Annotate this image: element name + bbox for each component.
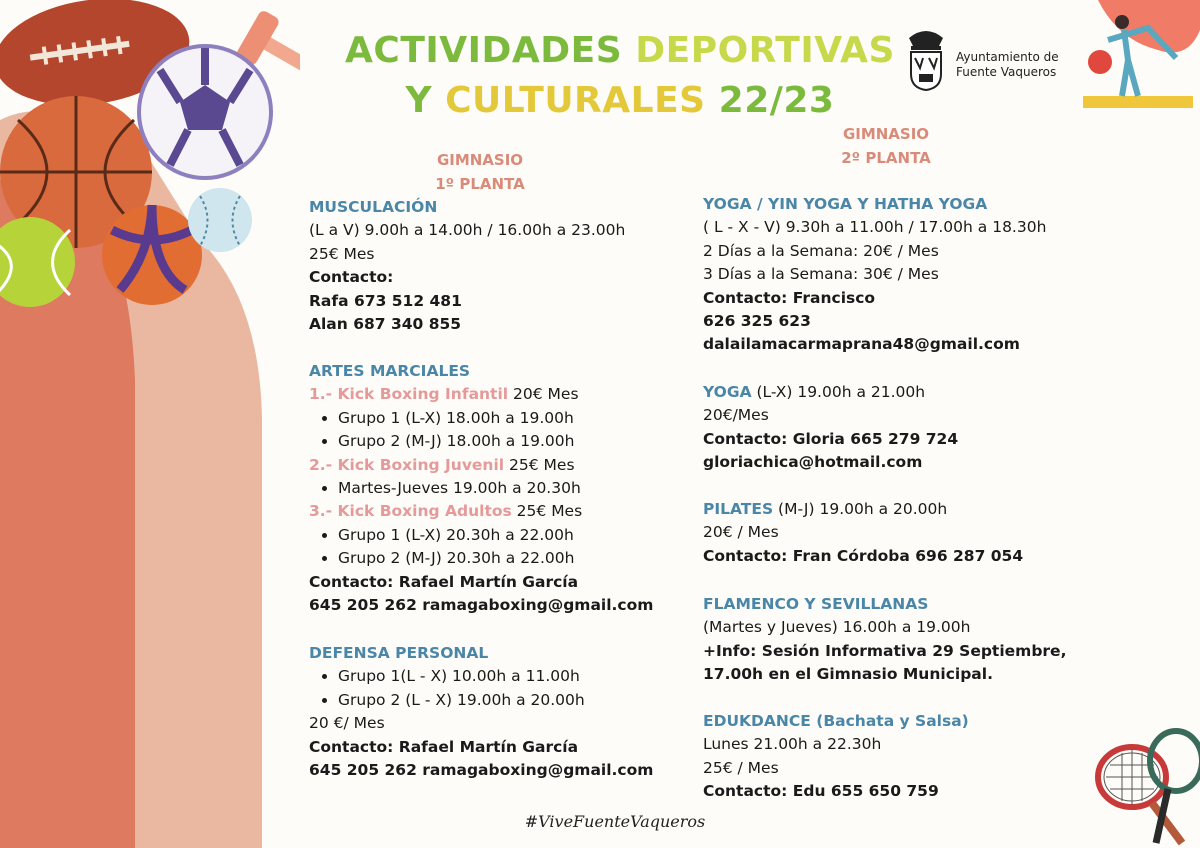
section-heading: EDUKDANCE (Bachata y Salsa) (703, 712, 969, 730)
list-item: • Grupo 2 (L - X) 19.00h a 20.00h (338, 689, 689, 712)
contact-email: gloriachica@hotmail.com (703, 453, 923, 472)
title-word: CULTURALES (445, 80, 706, 121)
list-item: • Grupo 1 (L-X) 18.00h a 19.00h (338, 407, 689, 430)
contact-text: Alan 687 340 855 (309, 315, 462, 334)
edukdance-section (703, 710, 1083, 804)
list-item: • Grupo 1 (L-X) 20.30h a 22.00h (338, 524, 689, 547)
yoga-figure-decoration (1078, 0, 1200, 112)
price-text: 20€ Mes (508, 385, 579, 404)
coat-of-arms-icon (905, 24, 947, 92)
contact-text: Contacto: Rafael Martín García (309, 572, 579, 591)
price-text: 20€ / Mes (703, 523, 779, 542)
contact-text: Contacto: Gloria 665 279 724 (703, 429, 959, 448)
gym2-heading (806, 122, 966, 170)
logo-line: Fuente Vaqueros (956, 65, 1057, 79)
title-word: Y (405, 80, 433, 121)
heading-line (703, 381, 1083, 404)
gym1-heading (400, 148, 560, 196)
section-heading: FLAMENCO Y SEVILLANAS (703, 595, 929, 613)
yoga-section (703, 381, 1083, 475)
contact-text: Contacto: Edu 655 650 759 (703, 782, 939, 801)
title-word: ACTIVIDADES (345, 30, 623, 71)
logo-line: Ayuntamiento de (956, 50, 1059, 64)
class-title: 2.- Kick Boxing Juvenil (309, 455, 505, 474)
price-text: 3 Días a la Semana: 30€ / Mes (703, 265, 939, 284)
price-text: 25€ / Mes (703, 758, 779, 777)
contact-text: 626 325 623 (703, 312, 811, 331)
schedule-text: (L a V) 9.00h a 14.00h / 16.00h a 23.00h (309, 221, 626, 240)
price-text: 25€ Mes (511, 502, 583, 521)
info-text: 17.00h en el Gimnasio Municipal. (703, 665, 993, 684)
price-text: 20 €/ Mes (309, 714, 385, 733)
rackets-decoration (1090, 725, 1200, 848)
section-heading: MUSCULACIÓN (309, 198, 438, 216)
class-line (309, 454, 689, 477)
gym1-line: GIMNASIO (436, 151, 524, 169)
section-heading: ARTES MARCIALES (309, 362, 471, 380)
musculacion-section (309, 196, 689, 336)
schedule-text: (M-J) 19.00h a 20.00h (773, 500, 948, 518)
contact-text: 645 205 262 ramagaboxing@gmail.com (309, 761, 654, 780)
price-text: 20€/Mes (703, 406, 769, 425)
class-line (309, 383, 689, 406)
defensa-personal-section (309, 642, 689, 782)
info-text: +Info: Sesión Informativa 29 Septiembre, (703, 641, 1067, 660)
heading-line (703, 498, 1083, 521)
contact-text: Rafa 673 512 481 (309, 291, 462, 310)
logo-text (956, 50, 1059, 80)
contact-text: 645 205 262 ramagaboxing@gmail.com (309, 596, 654, 615)
schedule-text: (L-X) 19.00h a 21.00h (751, 383, 926, 401)
section-heading: YOGA (703, 383, 752, 401)
artes-marciales-section (309, 360, 689, 617)
contact-text: Contacto: Rafael Martín García (309, 737, 579, 756)
class-line (309, 500, 689, 523)
list-item: • Martes-Jueves 19.00h a 20.30h (338, 477, 689, 500)
group-list (309, 477, 689, 500)
class-title: 3.- Kick Boxing Adultos (309, 502, 512, 521)
schedule-text: Lunes 21.00h a 22.30h (703, 735, 882, 754)
group-list (309, 524, 689, 571)
price-text: 2 Días a la Semana: 20€ / Mes (703, 241, 939, 260)
price-text: 25€ Mes (309, 244, 375, 263)
page-title (320, 26, 920, 126)
section-heading: DEFENSA PERSONAL (309, 644, 489, 662)
list-item: • Grupo 2 (M-J) 18.00h a 19.00h (338, 430, 689, 453)
sports-balls-decoration (0, 0, 300, 848)
group-list (309, 407, 689, 454)
gym2-line: GIMNASIO (842, 125, 930, 143)
hashtag: #ViveFuenteVaqueros (524, 812, 706, 831)
schedule-text: ( L - X - V) 9.30h a 11.00h / 17.00h a 18.30h (703, 218, 1047, 237)
gym2-line: 2º PLANTA (841, 149, 931, 167)
contact-text: Contacto: Francisco (703, 288, 876, 307)
schedule-text: (Martes y Jueves) 16.00h a 19.00h (703, 618, 971, 637)
contact-text: Contacto: Fran Córdoba 696 287 054 (703, 546, 1024, 565)
flamenco-section (703, 593, 1083, 687)
contact-label: Contacto: (309, 268, 394, 287)
list-item: • Grupo 2 (M-J) 20.30h a 22.00h (338, 547, 689, 570)
pilates-section (703, 498, 1083, 568)
group-list (309, 665, 689, 712)
gym1-line: 1º PLANTA (435, 175, 525, 193)
yoga-yin-hatha-section (703, 193, 1083, 357)
list-item: • Grupo 1(L - X) 10.00h a 11.00h (338, 665, 689, 688)
section-heading: YOGA / YIN YOGA Y HATHA YOGA (703, 195, 988, 213)
title-word: DEPORTIVAS (635, 30, 895, 71)
contact-email: dalailamacarmaprana48@gmail.com (703, 335, 1020, 354)
class-title: 1.- Kick Boxing Infantil (309, 385, 509, 404)
title-word: 22/23 (718, 80, 835, 121)
price-text: 25€ Mes (504, 455, 575, 474)
section-heading: PILATES (703, 500, 774, 518)
